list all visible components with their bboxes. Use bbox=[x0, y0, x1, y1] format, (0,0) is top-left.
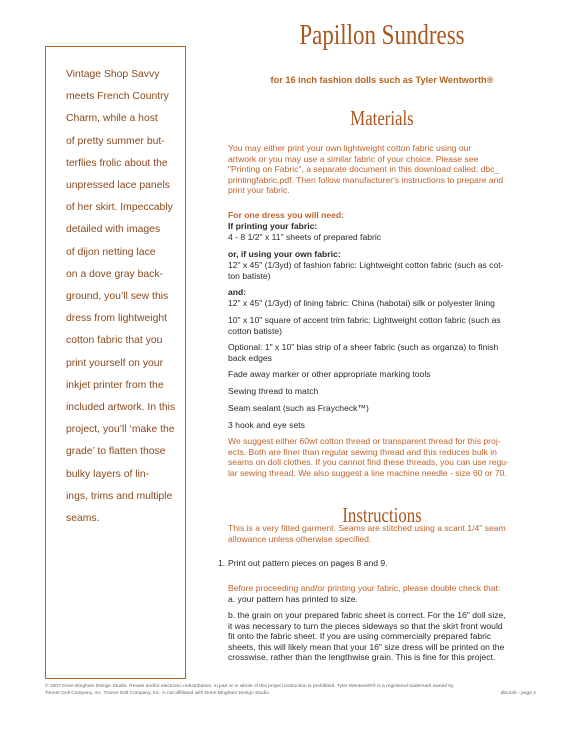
check-b bbox=[228, 610, 536, 663]
sidebar-line: meets French Country bbox=[66, 91, 169, 103]
text-line: artwork or you may use a similar fabric of your choice. Please see bbox=[228, 153, 479, 164]
text-line: back edges bbox=[228, 352, 272, 363]
sidebar-box bbox=[45, 46, 186, 679]
instructions-heading: Instructions bbox=[342, 503, 422, 527]
text-line: We suggest either 60wt cotton thread or transparent thread for this proj- bbox=[228, 436, 501, 446]
thread-suggestion bbox=[228, 436, 536, 478]
sidebar-line: on a dove gray back- bbox=[66, 268, 164, 280]
sidebar-line: of pretty summer but- bbox=[66, 135, 165, 147]
if-printing-label: If printing your fabric: bbox=[228, 221, 318, 231]
sidebar-line: cotton fabric that you bbox=[66, 335, 163, 347]
sidebar-line: unpressed lace panels bbox=[66, 180, 170, 192]
sidebar-line: detailed with images bbox=[66, 224, 161, 236]
check-a: a. your pattern has printed to size. bbox=[228, 594, 358, 604]
materials-intro bbox=[228, 143, 536, 196]
text-line: 10" x 10" square of accent trim fabric: Lightweight cotton fabric (such as bbox=[228, 315, 501, 325]
footer-line: © 2007 Dorie Bingham Design Studio. Resale and/or electronic redistribution, in part or in whole of this project instruction is prohibited. Tyler Wentworth® is a registered trademark owned by bbox=[45, 684, 454, 689]
sidebar-line: inkjet printer from the bbox=[66, 379, 164, 391]
marker-item: Fade away marker or other appropriate marking tools bbox=[228, 369, 431, 379]
text-line: crosswise, rather than the lengthwise grain. This is fine for this project. bbox=[228, 652, 496, 663]
text-line: "Printing on Fabric", a separate document in this download called: dbc_ bbox=[228, 164, 500, 175]
text-line: sheets, this will likely mean that your 16" size dress will be printed on the bbox=[228, 641, 505, 652]
text-line: b. the grain on your prepared fabric sheet is correct. For the 16" doll size, bbox=[228, 610, 506, 620]
double-check-note: Before proceeding and/or printing your fabric, please double check that: bbox=[228, 583, 501, 593]
sidebar-line: Charm, while a host bbox=[66, 113, 158, 125]
accent-item bbox=[228, 315, 536, 336]
text-line: it was necessary to turn the pieces sideways so that the skirt front would bbox=[228, 620, 503, 631]
materials-heading: Materials bbox=[350, 106, 414, 130]
page-subtitle: for 16 inch fashion dolls such as Tyler Wentworth® bbox=[270, 75, 494, 85]
text-line: Optional: 1" x 10" bias strip of a sheer fabric (such as organza) to finish bbox=[228, 342, 499, 352]
sidebar-line: bulky layers of lin- bbox=[66, 468, 150, 480]
text-line: fit onto the fabric sheet. If you are using commercially prepared fabric bbox=[228, 631, 492, 642]
sidebar-line: of her skirt. Impeccably bbox=[66, 202, 173, 214]
text-line: printingfabric.pdf. Then follow manufacturer's instructions to prepare and bbox=[228, 174, 504, 185]
thread-item: Sewing thread to match bbox=[228, 386, 319, 396]
and-label: and: bbox=[228, 287, 247, 297]
hooks-item: 3 hook and eye sets bbox=[228, 420, 305, 430]
copyright-footer bbox=[45, 683, 536, 697]
sidebar-line: grade’ to flatten those bbox=[66, 446, 166, 458]
optional-item bbox=[228, 342, 536, 363]
text-line: cotton batiste) bbox=[228, 325, 282, 336]
footer-line: Tonner Doll Company, Inc. Tonner Doll Company, Inc. is not affiliated with Dorie Bingham Design Studio. bbox=[45, 691, 271, 697]
page-title: Papillon Sundress bbox=[299, 20, 465, 51]
sidebar-line: project, you’ll ‘make the bbox=[66, 424, 175, 436]
lining-item: 12" x 45" (1/3yd) of lining fabric: China (habotai) silk or polyester lining bbox=[228, 298, 495, 308]
text-line: lar sewing thread. We also suggest a line machine needle - size 60 or 70. bbox=[228, 467, 507, 478]
one-dress-label: For one dress you will need: bbox=[228, 210, 345, 220]
step-number: 1. bbox=[218, 558, 226, 568]
text-line: This is a very fitted garment. Seams are stitched using a scant 1/4" seam bbox=[228, 523, 506, 533]
sidebar-line: ings, trims and multiple bbox=[66, 490, 173, 502]
text-line: seams on doll clothes. If you cannot find these threads, you can use regu- bbox=[228, 457, 509, 468]
sidebar-line: included artwork. In this bbox=[66, 402, 176, 414]
sheets-item: 4 - 8 1/2" x 11" sheets of prepared fabric bbox=[228, 232, 382, 242]
sidebar-line: of dijon netting lace bbox=[66, 246, 156, 258]
fashion-fabric-item bbox=[228, 260, 536, 281]
sidebar-line: ground, you’ll sew this bbox=[66, 291, 169, 303]
sidebar-line: Vintage Shop Savvy bbox=[66, 69, 160, 80]
page-number: dbc44b - page 2 bbox=[500, 691, 536, 697]
text-line: ects. Both are finer than regular sewing thread and this reduces bulk in bbox=[228, 446, 497, 457]
text-line: 12" x 45" (1/3yd) of fashion fabric: Lightweight cotton fabric (such as cot- bbox=[228, 260, 504, 270]
instructions-intro bbox=[228, 523, 536, 544]
text-line: print your fabric. bbox=[228, 185, 290, 196]
sidebar-line: seams. bbox=[66, 513, 100, 525]
text-line: allowance unless otherwise specified. bbox=[228, 533, 372, 544]
sidebar-line: terflies frolic about the bbox=[66, 157, 168, 169]
sealant-item: Seam sealant (such as Fraycheck™) bbox=[228, 403, 369, 413]
own-fabric-label: or, if using your own fabric: bbox=[228, 249, 341, 259]
sidebar-line: dress from lightweight bbox=[66, 313, 168, 325]
text-line: ton batiste) bbox=[228, 270, 271, 281]
sidebar-line: print yourself on your bbox=[66, 357, 164, 369]
text-line: You may either print your own lightweight cotton fabric using our bbox=[228, 143, 472, 153]
step-1-text: Print out pattern pieces on pages 8 and 9. bbox=[228, 558, 388, 568]
sidebar-description bbox=[66, 64, 182, 530]
